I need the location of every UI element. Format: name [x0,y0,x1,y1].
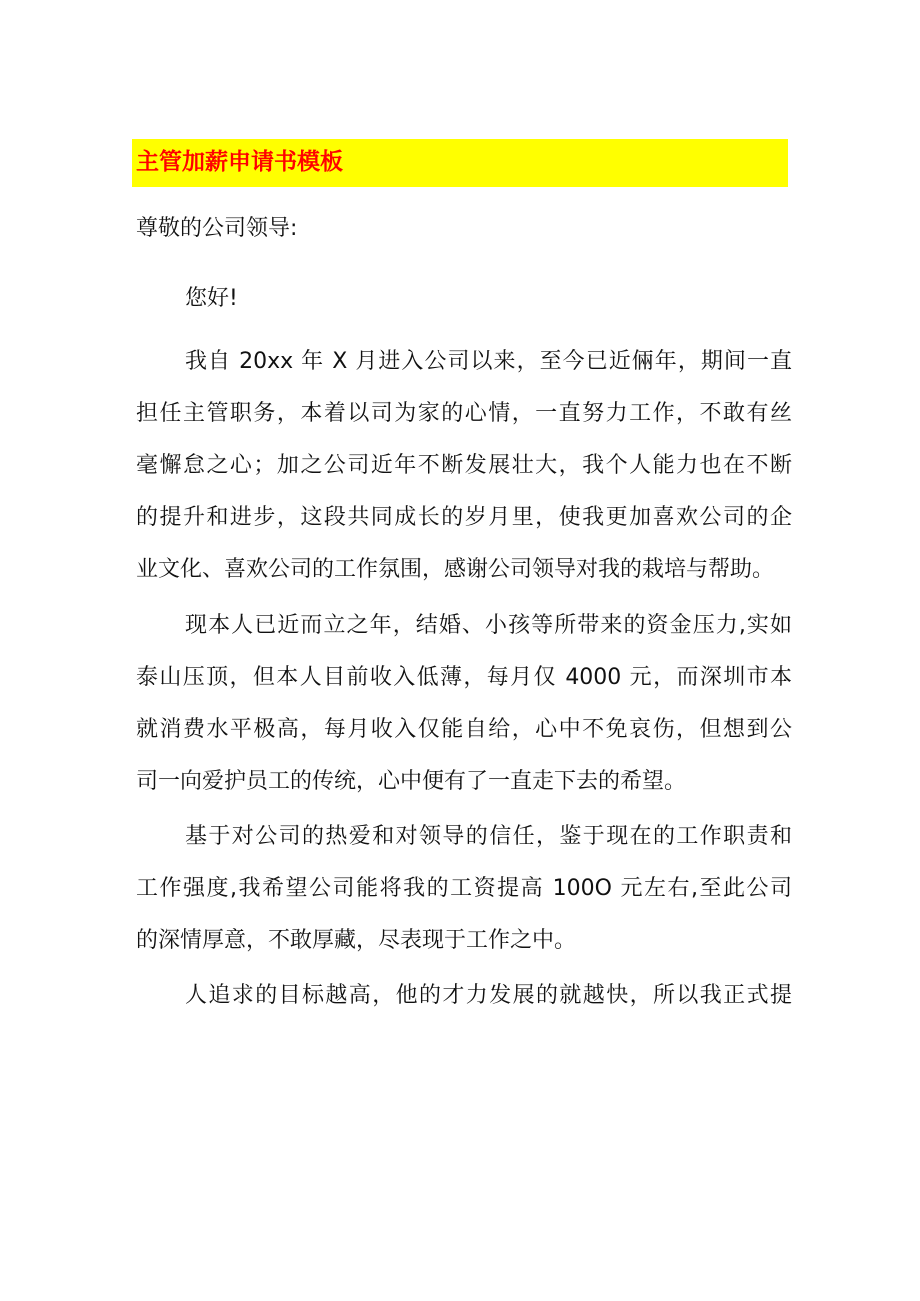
paragraph-line: 的深情厚意，不敢厚藏，尽表现于工作之中。 [136,928,577,953]
paragraph-line: 的提升和进步，这段共同成长的岁月里，使我更加喜欢公司的企 [136,505,792,530]
paragraph-line: 司一向爱护员工的传统，心中便有了一直走下去的希望。 [136,769,687,794]
greeting: 您好! [185,286,238,311]
paragraph-3 [136,817,792,973]
paragraph-line: 就消费水平极高，每月收入仅能自给，心中不免哀伤，但想到公 [136,717,792,742]
paragraph-line: 现本人已近而立之年，结婚、小孩等所带来的资金压力,实如 [185,613,792,638]
paragraph-2 [136,606,792,814]
paragraph-1 [136,342,792,602]
paragraph-line: 担任主管职务，本着以司为家的心情，一直努力工作，不敢有丝 [136,401,792,426]
document-title: 主管加薪申请书模板 [136,149,343,175]
paragraph-line: 毫懈怠之心；加之公司近年不断发展壮大，我个人能力也在不断 [136,453,792,478]
paragraph-line: 泰山压顶，但本人目前收入低薄，每月仅 4000 元，而深圳市本 [136,665,792,690]
paragraph-line: 人追求的目标越高，他的才力发展的就越快，所以我正式提 [185,983,792,1008]
salutation: 尊敬的公司领导: [136,216,298,241]
paragraph-4 [136,976,792,1028]
paragraph-line: 业文化、喜欢公司的工作氛围，感谢公司领导对我的栽培与帮助。 [136,557,775,582]
paragraph-line: 基于对公司的热爱和对领导的信任，鉴于现在的工作职责和 [185,824,792,849]
paragraph-line: 工作强度,我希望公司能将我的工资提高 100O 元左右,至此公司 [136,876,792,901]
paragraph-line: 我自 20xx 年 X 月进入公司以来，至今已近倆年，期间一直 [185,349,792,374]
